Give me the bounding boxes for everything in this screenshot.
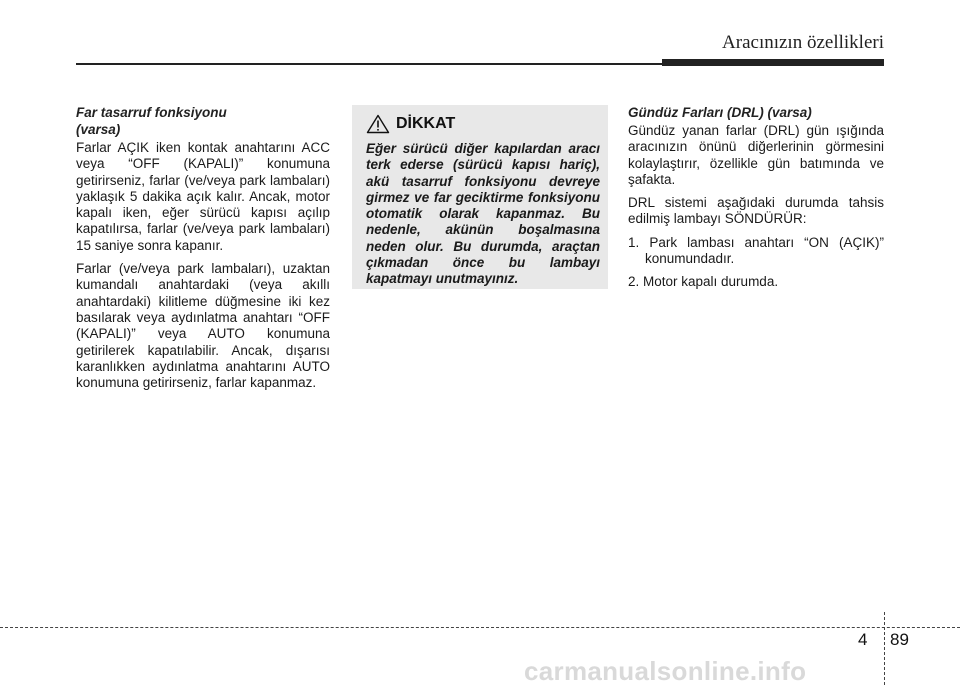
watermark: carmanualsonline.info bbox=[524, 656, 807, 686]
warning-triangle-icon bbox=[366, 114, 390, 134]
paragraph: Farlar (ve/veya park lambaları), uzaktan kumandalı anahtardaki (veya akıllı anahtardaki) kilitleme düğmesine iki kez basılarak veya aydınlatma anahtarı “OFF (KAPALI)” veya AUTO konumuna getirilerek kapatılabilir. Ancak, dışarısı karanlıkken aydınlatma anahtarını AUTO konumuna getirirseniz, farlar kapanmaz. bbox=[76, 261, 330, 391]
section-title bbox=[76, 104, 330, 138]
caution-text: Eğer sürücü diğer kapılardan aracı terk ederse (sürücü kapısı hariç), akü tasarruf fonksiyonu devreye girmez ve far geciktirme fonksiyonu otomatik olarak kapanmaz. Bu nedenle, akünün boşalmasına neden olur. Bu durumda, araçtan çıkmadan önce bu lambayı kapatmayı unutmayınız. bbox=[366, 141, 600, 287]
caution-header bbox=[366, 114, 455, 134]
header-bar bbox=[662, 59, 884, 66]
header-title: Aracınızın özellikleri bbox=[722, 32, 884, 53]
footer-page-divider bbox=[884, 612, 885, 685]
list-item: 2. Motor kapalı durumda. bbox=[628, 274, 779, 290]
page-number: 89 bbox=[890, 630, 909, 649]
caution-title: DİKKAT bbox=[396, 115, 456, 132]
left-column bbox=[76, 104, 330, 398]
condition-list bbox=[628, 235, 884, 291]
paragraph: Gündüz yanan farlar (DRL) gün ışığında aracınızın önünü diğerlerinin görmesini kolaylaştırır, özellikle gün batımında ve şafakta. bbox=[628, 123, 884, 187]
right-column bbox=[628, 104, 884, 298]
section-title-line2: (varsa) bbox=[76, 122, 121, 137]
section-title: Gündüz Farları (DRL) (varsa) bbox=[628, 105, 812, 120]
list-item: 1. Park lambası anahtarı “ON (AÇIK)” konumundadır. bbox=[628, 234, 884, 267]
footer-dashed-rule bbox=[0, 627, 960, 628]
chapter-number: 4 bbox=[858, 630, 868, 649]
section-title-line1: Far tasarruf fonksiyonu bbox=[76, 105, 227, 120]
paragraph: Farlar AÇIK iken kontak anahtarını ACC veya “OFF (KAPALI)” konumuna getirirseniz, farlar (ve/veya park lambaları) yaklaşık 5 dakika açık kalır. Ancak, motor kapalı iken, eğer sürücü kapısı açılıp kapatılırsa, farlar (ve/veya park lambaları) 15 saniye sonra kapanır. bbox=[76, 140, 330, 253]
paragraph: DRL sistemi aşağıdaki durumda tahsis edilmiş lambayı SÖNDÜRÜR: bbox=[628, 195, 884, 227]
caution-box bbox=[352, 105, 608, 289]
